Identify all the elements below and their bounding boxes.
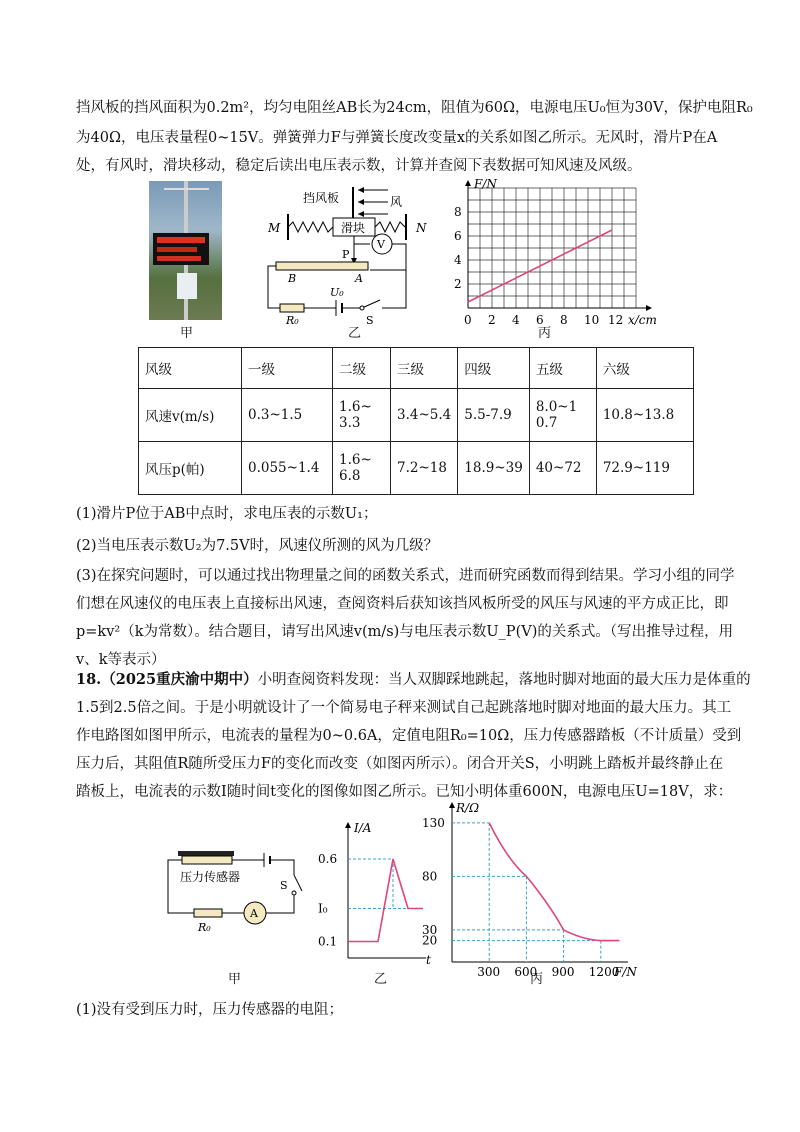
p17-line1: 挡风板的挡风面积为0.2m²，均匀电阻丝AB长为24cm，阻值为60Ω，电源电压U₀恒为30V，保护电阻R₀ xyxy=(76,100,753,116)
x-tick-label: 2 xyxy=(488,313,496,327)
resistance-force-graph xyxy=(418,800,638,980)
svg-text:A: A xyxy=(355,272,363,285)
y-arrow xyxy=(449,802,455,808)
x-tick-label: 900 xyxy=(551,965,575,979)
wind-label: 风 xyxy=(390,195,403,209)
svg-text:R₀: R₀ xyxy=(198,921,211,934)
fig-yi-label: 乙 xyxy=(348,326,362,341)
fig-bing-label: 丙 xyxy=(538,326,552,341)
x-arrow xyxy=(646,305,652,311)
y-tick-label: I₀ xyxy=(318,901,328,916)
q18-line5: 踏板上，电流表的示数I随时间t变化的图像如图乙所示。已知小明体重600N，电源电压U=18V，求： xyxy=(76,784,733,800)
slider-label: 滑块 xyxy=(341,221,366,235)
x-tick-label: 1200 xyxy=(588,965,620,979)
y-tick-label: 2 xyxy=(454,277,462,291)
y-tick-label: 30 xyxy=(422,922,438,937)
x-tick-label: 10 xyxy=(584,313,600,327)
y-tick-label: 80 xyxy=(422,869,438,884)
y-tick-label: 8 xyxy=(454,205,462,219)
q18-number: 18. xyxy=(76,671,102,688)
svg-text:V: V xyxy=(377,238,385,251)
y-tick-label: 130 xyxy=(422,815,445,830)
q18-line3: 作电路图如图甲所示，电流表的量程为0~0.6A，定值电阻R₀=10Ω，压力传感器踏板（不计质量）受到 xyxy=(76,728,742,744)
x-axis-label: F/N xyxy=(614,965,637,979)
force-extension-graph xyxy=(448,178,658,330)
q18-line4: 压力后，其阻值R随所受压力F的变化而改变（如图丙所示）。闭合开关S，小明跳上踏板并最终静止在 xyxy=(76,756,724,772)
y-tick-label: 4 xyxy=(454,253,462,267)
x-tick-label: 8 xyxy=(560,313,568,327)
table-row: 风压p(帕) 0.055~1.4 1.6~6.8 7.2~18 18.9~39 40~72 72.9~119 xyxy=(139,442,694,495)
fig-jia-label-18: 甲 xyxy=(228,972,242,987)
y-tick-label: 0.6 xyxy=(318,852,338,866)
x-axis-label: t xyxy=(426,953,431,967)
svg-text:U₀: U₀ xyxy=(330,286,344,299)
current-time-graph xyxy=(318,820,430,970)
p17-q3a: (3)在探究问题时，可以通过找出物理量之间的函数关系式，进而研究函数而得到结果。学习小组的同学 xyxy=(76,568,735,584)
svg-text:B: B xyxy=(288,272,297,285)
series-line xyxy=(348,859,423,942)
q18-q1: (1)没有受到压力时，压力传感器的电阻； xyxy=(76,1002,344,1018)
svg-text:S: S xyxy=(280,879,288,892)
svg-text:S: S xyxy=(366,314,374,327)
svg-text:M: M xyxy=(268,221,281,235)
y-arrow xyxy=(345,822,351,828)
x-tick-label: 300 xyxy=(477,965,501,979)
p17-line3: 处，有风时，滑块移动，稳定后读出电压表示数，计算并查阅下表数据可知风速及风级。 xyxy=(76,158,642,174)
p17-q3b: 们想在风速仪的电压表上直接标出风速，查阅资料后获知该挡风板所受的风压与风速的平方成正比，即 xyxy=(76,596,729,612)
q18-source-tag: （2025重庆渝中期中） xyxy=(101,671,258,688)
wind-level-table xyxy=(138,347,694,495)
y-tick-label: 6 xyxy=(454,229,462,243)
x-tick-label: 6 xyxy=(536,313,544,327)
table-row: 风级 一级 二级 三级 四级 五级 六级 xyxy=(139,348,694,389)
x-axis-label: x/cm xyxy=(628,313,657,327)
p17-q3c: p=kv²（k为常数）。结合题目，请写出风速v(m/s)与电压表示数U_P(V)的关系式。（写出推导过程，用 xyxy=(76,624,734,640)
wind-circuit-diagram xyxy=(258,182,428,332)
table-row: 风速v(m/s) 0.3~1.5 1.6~3.3 3.4~5.4 5.5-7.9 8.0~10.7 10.8~13.8 xyxy=(139,389,694,442)
fig-bing-label-18: 丙 xyxy=(530,972,544,987)
p17-q3d: v、k等表示） xyxy=(76,652,166,668)
x-tick-label: 0 xyxy=(464,313,472,327)
x-tick-label: 4 xyxy=(512,313,520,327)
y-tick-label: 0.1 xyxy=(318,934,338,949)
svg-text:N: N xyxy=(416,221,427,235)
x-tick-label: 12 xyxy=(608,313,624,327)
q18-line2: 1.5到2.5倍之间。于是小明就设计了一个简易电子秤来测试自己起跳落地时脚对地面的最大压力。其工 xyxy=(76,700,732,716)
y-arrow xyxy=(465,180,471,186)
y-axis-label: R/Ω xyxy=(456,801,480,815)
fig-yi-label-18: 乙 xyxy=(374,972,388,987)
pressure-sensor-label: 压力传感器 xyxy=(180,870,241,884)
weather-station-photo xyxy=(149,181,222,320)
series-curve xyxy=(489,823,619,941)
q18-line1: 小明查阅资料发现：当人双脚踩地跳起，落地时脚对地面的最大压力是体重的 xyxy=(257,672,751,688)
y-axis-label: F/N xyxy=(474,177,497,191)
y-tick-label: 20 xyxy=(422,933,438,948)
p17-q1: (1)滑片P位于AB中点时，求电压表的示数U₁； xyxy=(76,506,378,522)
svg-text:R₀: R₀ xyxy=(286,314,299,327)
svg-text:A: A xyxy=(250,907,258,920)
p17-q2: (2)当电压表示数U₂为7.5V时，风速仪所测的风为几级？ xyxy=(76,538,439,554)
p17-line2: 为40Ω，电压表量程0~15V。弹簧弹力F与弹簧长度改变量x的关系如图乙所示。无风时，滑片P在A xyxy=(76,130,718,146)
y-axis-label: I/A xyxy=(354,821,372,835)
x-tick-label: 600 xyxy=(514,965,538,979)
wind-board-label: 挡风板 xyxy=(303,191,340,205)
scale-circuit-diagram xyxy=(160,845,310,935)
fig-jia-label: 甲 xyxy=(180,326,194,341)
svg-text:P: P xyxy=(342,248,350,261)
